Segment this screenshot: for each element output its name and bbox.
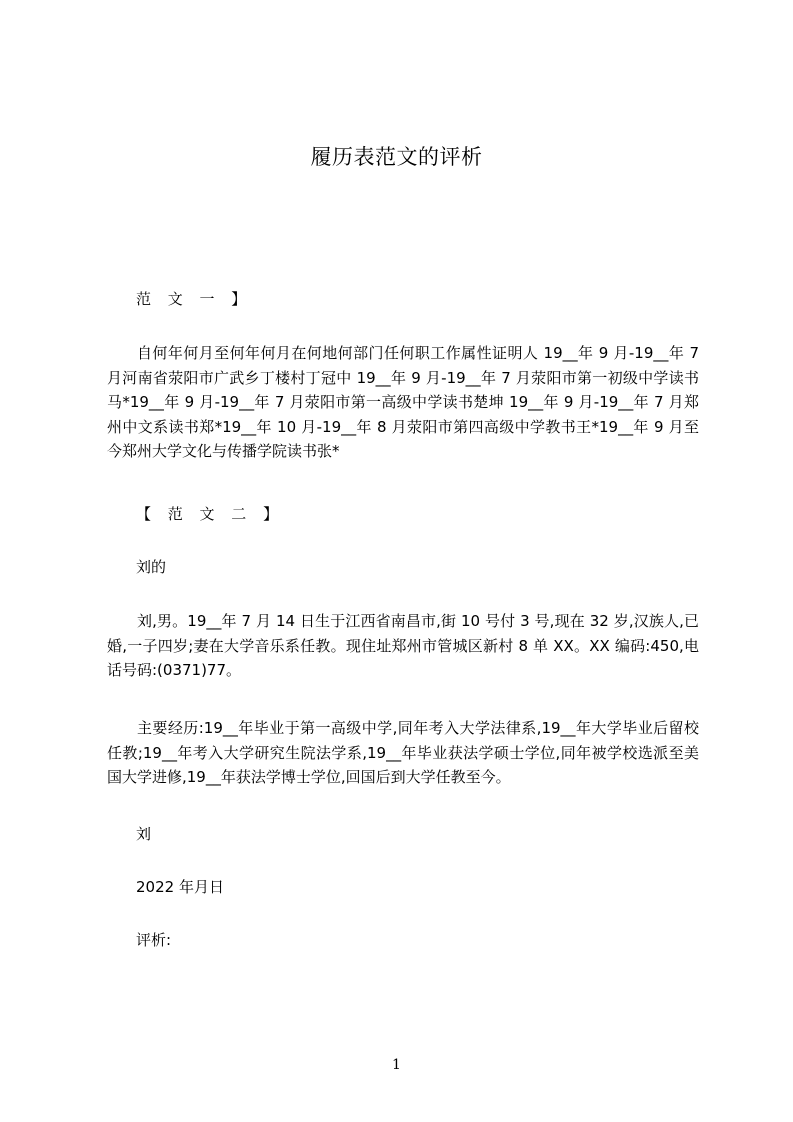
page-title: 履历表范文的评析 — [310, 145, 483, 169]
page-number: 1 — [392, 1057, 401, 1073]
signature: 刘 — [136, 825, 152, 843]
experience-paragraph: 主要经历:19__年毕业于第一高级中学,同年考入大学法律系,19__年大学毕业后留校任教;19__年考入大学研究生院法学系,19__年毕业获法学硕士学位,同年被学校选派至美国大学进修,19__年获法学博士学位,回国后到大学任教至今。 — [107, 719, 699, 786]
section-one-heading: 范 文 一 】 — [136, 290, 253, 308]
name-line: 刘的 — [136, 558, 167, 576]
profile-paragraph: 刘,男。19__年 7 月 14 日生于江西省南昌市,街 10 号付 3 号,现在 32 岁,汉族人,已婚,一子四岁;妻在大学音乐系任教。现住址郑州市管城区新村 8 单 XX。XX 编码:450,电话号码:(0371)77。 — [107, 612, 699, 679]
date-line: 2022 年月日 — [136, 878, 224, 896]
analysis-label: 评析: — [136, 931, 172, 949]
section-two-heading: 【 范 文 二 】 — [136, 505, 285, 523]
section-one-body: 自何年何月至何年何月在何地何部门任何职工作属性证明人 19__年 9 月-19__年 7 月河南省荥阳市广武乡丁楼村丁冠中 19__年 9 月-19__年 7 月荥阳市第一初级中学读书马*19__年 9 月-19__年 7 月荥阳市第一高级中学读书楚坤 19__年 9 月-19__年 7 月郑州中文系读书郑*19__年 10 月-19__年 8 月荥阳市第四高级中学教书王*19__年 9 月至今郑州大学文化与传播学院读书张* — [107, 344, 699, 460]
